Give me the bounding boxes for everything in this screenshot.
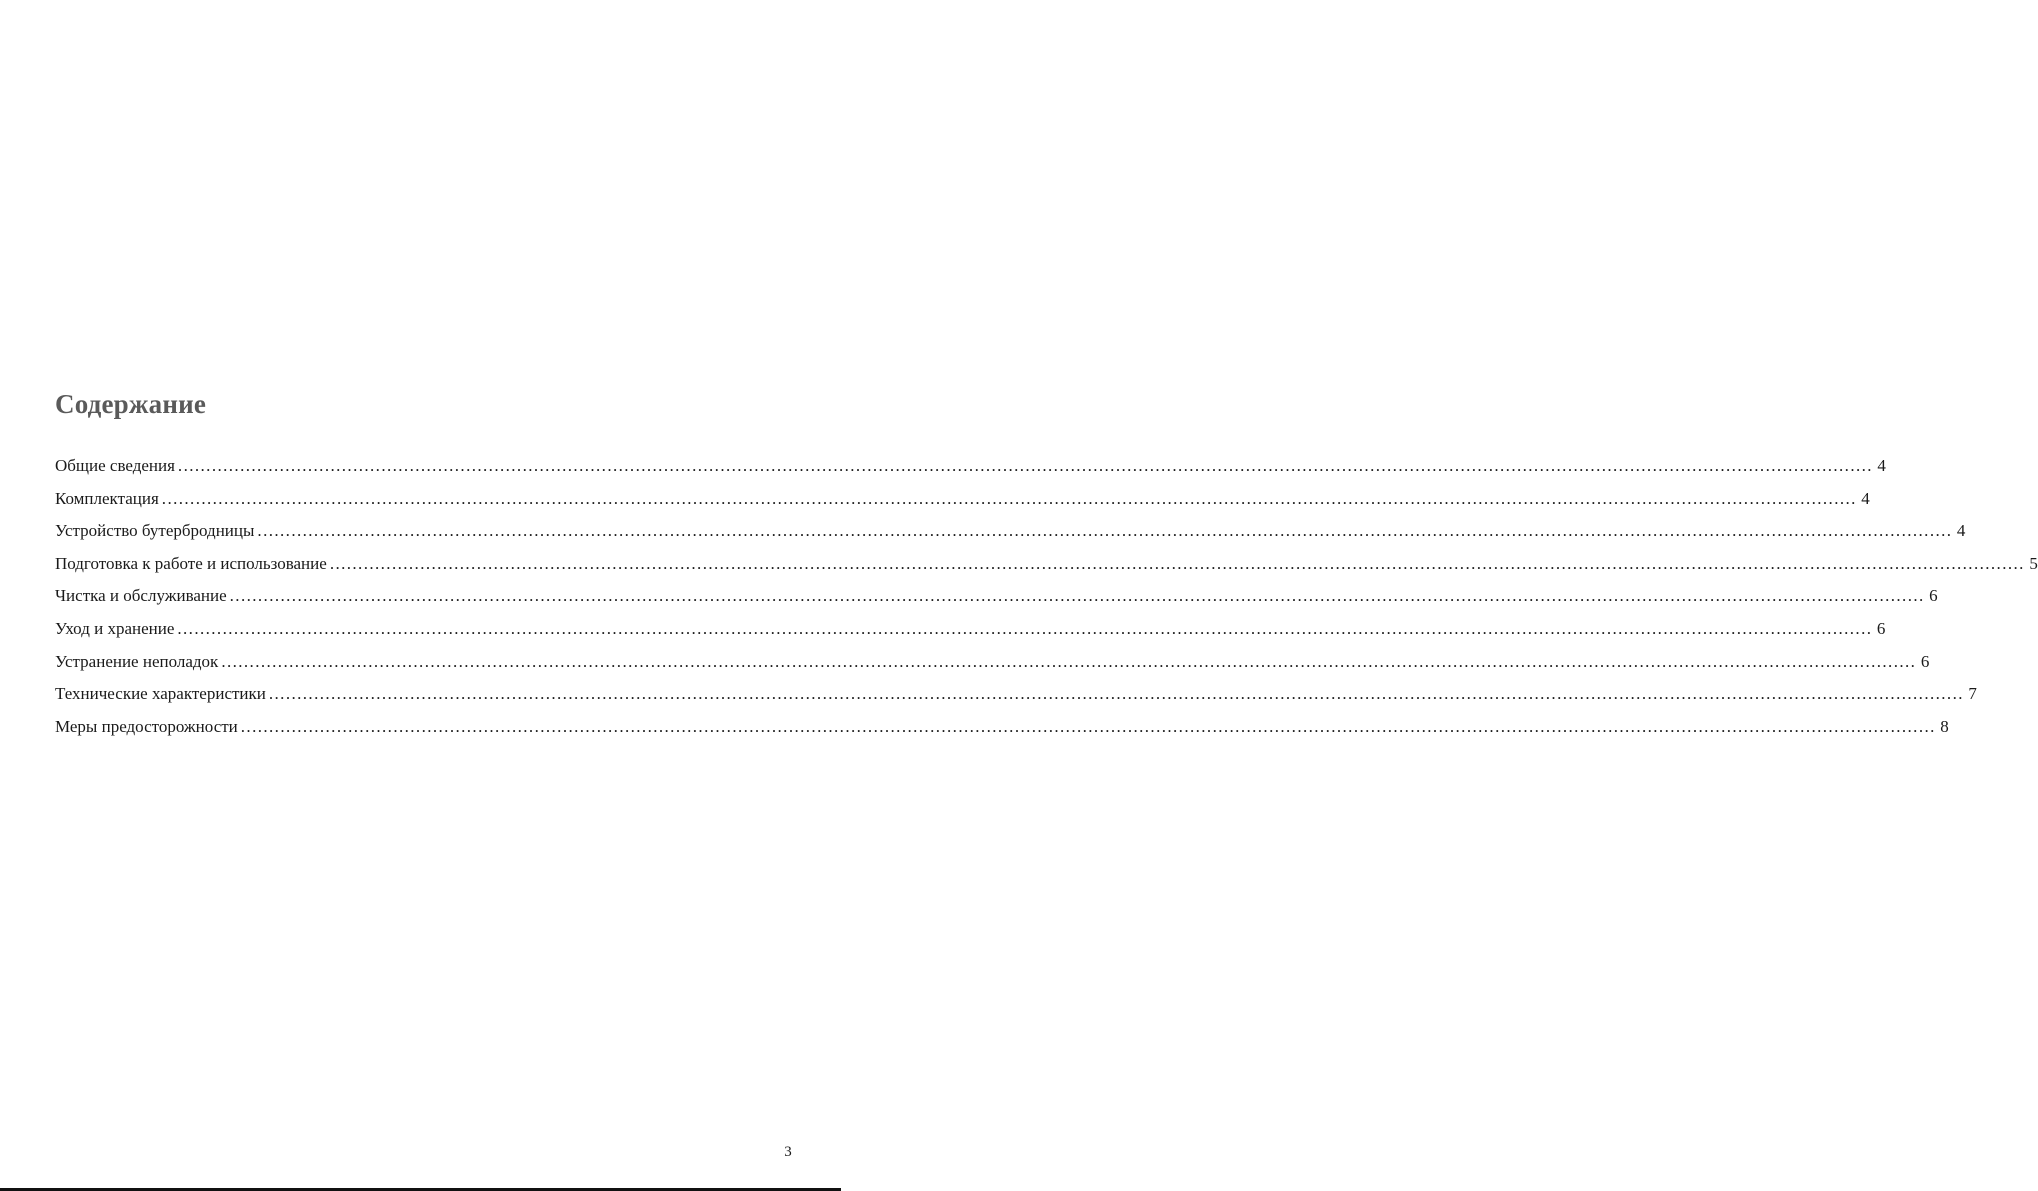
toc-entry-page: 4: [1877, 456, 1886, 475]
toc-entry-page: 5: [2029, 553, 2038, 573]
toc-entry-label: Меры предосторожности: [55, 716, 238, 736]
toc-entry[interactable]: [55, 548, 2038, 581]
toc-leader-dots: ............................................................................................................................................................................................................................................................................................................: [257, 521, 1953, 541]
page-number: 3: [784, 1144, 792, 1160]
toc-entry[interactable]: [55, 450, 1886, 483]
toc-entry[interactable]: [55, 678, 1977, 711]
toc-entry-label: Уход и хранение: [55, 618, 175, 638]
toc-list: [55, 450, 2038, 743]
toc-entry[interactable]: [55, 580, 1938, 613]
toc-leader-dots: ............................................................................................................................................................................................................................................................................................................: [161, 488, 1857, 508]
toc-entry-label: Чистка и обслуживание: [55, 586, 227, 606]
toc-leader-dots: ............................................................................................................................................................................................................................................................................................................: [240, 716, 1936, 736]
toc-entry-page: 6: [1929, 586, 1938, 606]
toc-entry[interactable]: [55, 711, 1949, 744]
toc-leader-dots: ............................................................................................................................................................................................................................................................................................................: [268, 684, 1964, 704]
toc-entry-page: 7: [1968, 684, 1977, 704]
toc-entry[interactable]: [55, 483, 1870, 516]
toc-leader-dots: ............................................................................................................................................................................................................................................................................................................: [229, 586, 1925, 606]
toc-leader-dots: ............................................................................................................................................................................................................................................................................................................: [177, 618, 1873, 638]
toc-entry[interactable]: [55, 646, 1930, 679]
toc-entry-label: Технические характеристики: [55, 684, 266, 704]
toc-leader-dots: ............................................................................................................................................................................................................................................................................................................: [329, 553, 2025, 573]
toc-entry-label: Комплектация: [55, 488, 159, 508]
toc-leader-dots: ............................................................................................................................................................................................................................................................................................................: [221, 651, 1917, 671]
toc-entry[interactable]: [55, 613, 1886, 646]
toc-leader-dots: ............................................................................................................................................................................................................................................................................................................: [177, 456, 1873, 475]
toc-entry-label: Устранение неполадок: [55, 651, 219, 671]
toc-entry-page: 4: [1956, 521, 1966, 541]
toc-entry-label: Общие сведения: [55, 456, 175, 475]
toc-entry-page: 8: [1940, 716, 1949, 736]
toc-entry-page: 6: [1920, 651, 1930, 671]
toc-entry-page: 4: [1861, 488, 1870, 508]
toc-entry[interactable]: [55, 515, 1966, 548]
toc-entry-page: 6: [1876, 618, 1886, 638]
toc-title: Содержание: [55, 389, 207, 419]
toc-entry-label: Устройство бутербродницы: [55, 521, 255, 541]
toc-entry-label: Подготовка к работе и использование: [55, 553, 327, 573]
